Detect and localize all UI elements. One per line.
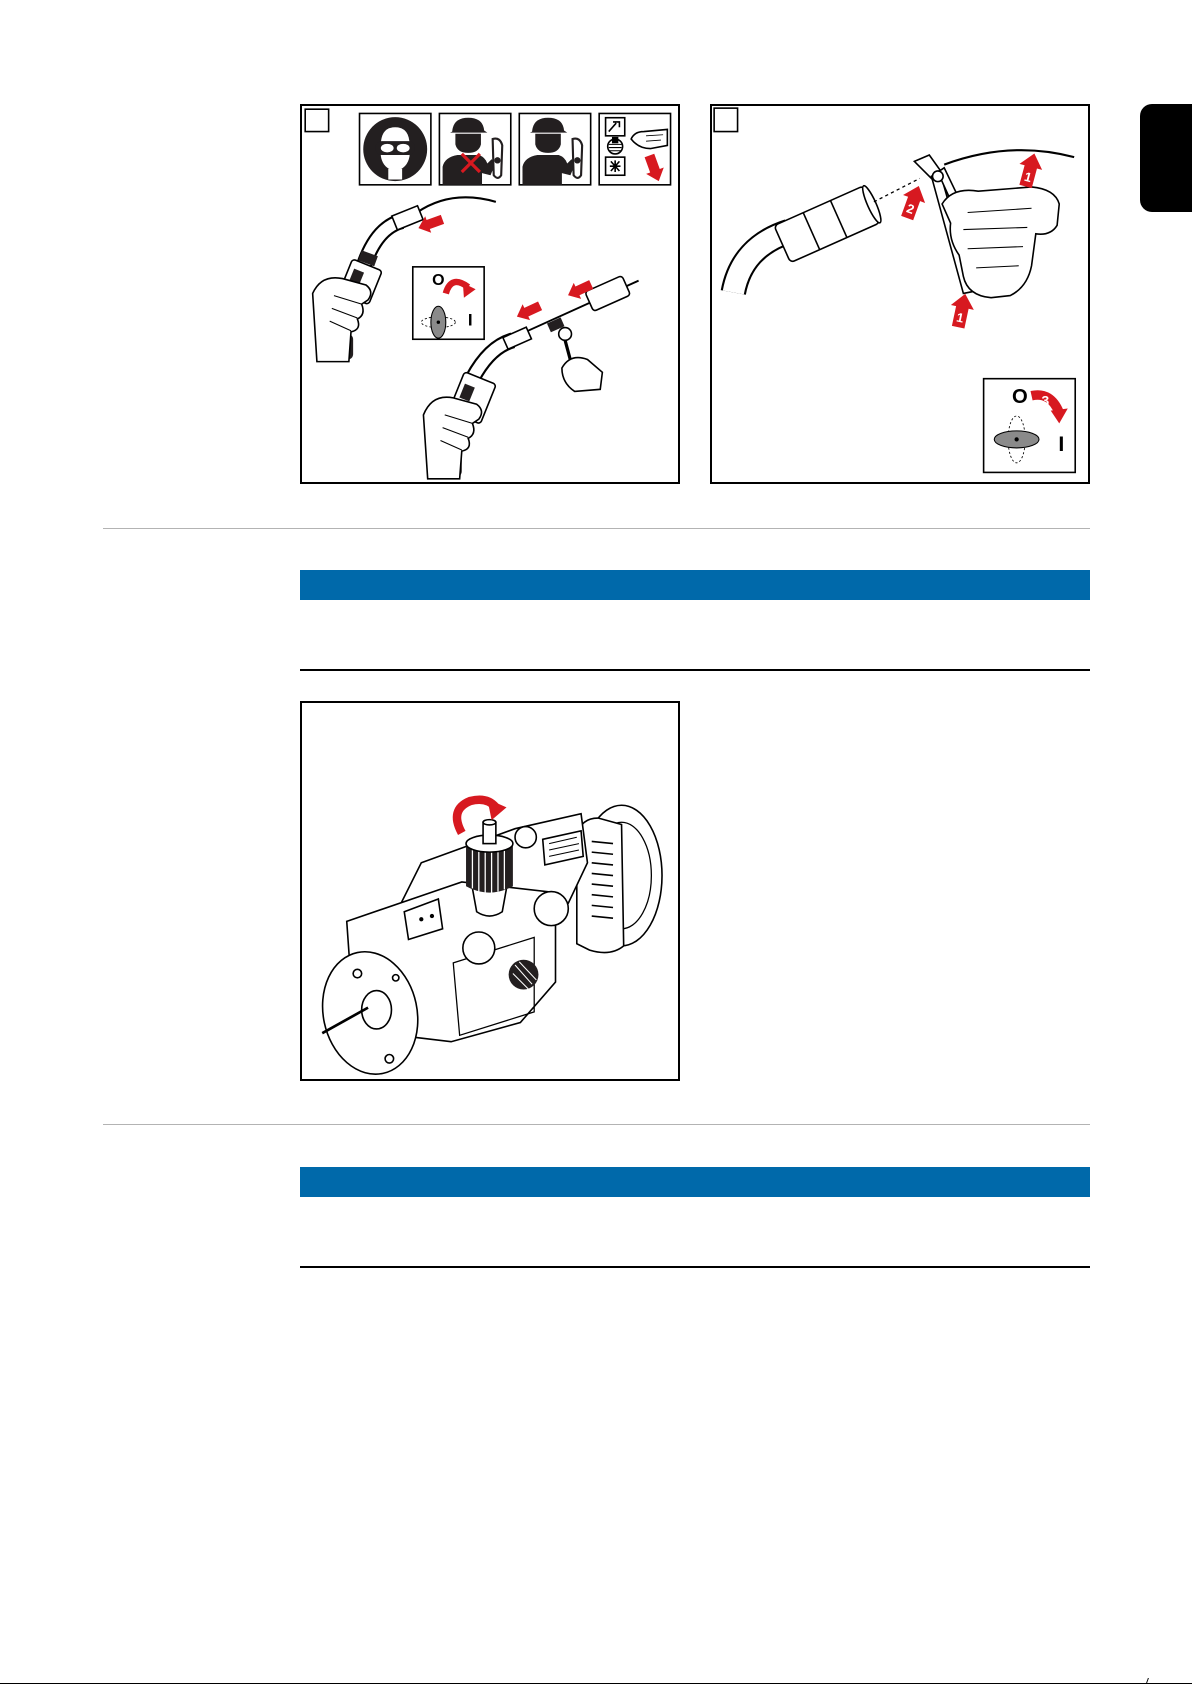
notice-header-bar: [300, 570, 1090, 600]
switch-on-label: I: [467, 310, 473, 330]
no-bare-hand-contact-icon: [439, 113, 510, 184]
figure-wire-feed-drive: [300, 701, 680, 1081]
switch-off-label: O: [1011, 386, 1028, 409]
red-insert-arrow-icon: [513, 298, 544, 325]
step-number-box: [305, 109, 328, 131]
red-step-arrow-1-top: [1014, 150, 1045, 189]
wrench-icon: [559, 328, 603, 392]
gun-mode-icon: [606, 118, 625, 136]
step-label: 2: [904, 200, 917, 218]
red-step-arrow-2: [896, 182, 930, 222]
tension-knob: [534, 892, 568, 926]
fan-icon: [606, 157, 625, 175]
figure-1-illustration: [302, 106, 678, 482]
safety-goggles-icon: [360, 113, 431, 184]
notice-bottom-rule: [300, 669, 1090, 671]
figure-torch-wire-insertion: [300, 104, 680, 484]
step-label: 1: [1022, 168, 1034, 186]
wire-feed-drive-illustration: [302, 703, 678, 1079]
section-divider: [103, 528, 1090, 529]
notice-header-bar: [300, 1167, 1090, 1197]
tension-knob: [463, 932, 495, 964]
red-rotate-arrow-icon: [457, 799, 507, 833]
switch-on-label: I: [1058, 432, 1065, 457]
hand-icon: [313, 278, 371, 362]
footer-rule: [0, 1683, 1192, 1684]
step-number-box: [714, 108, 737, 131]
hand-icon: [423, 397, 481, 479]
section-divider: [103, 1124, 1090, 1125]
switch-settings-icon: [599, 113, 670, 184]
switch-off-label: O: [432, 271, 445, 289]
wire: [944, 150, 1074, 164]
hose-package: [733, 178, 919, 292]
power-switch-icon: [413, 267, 484, 339]
switch-step-label: 3: [1041, 392, 1050, 409]
figure-2-illustration: [712, 106, 1088, 482]
power-switch-icon: [984, 379, 1076, 473]
language-tab: [1140, 104, 1192, 212]
figure-wire-cutting: [710, 104, 1090, 484]
red-step-arrow-1-bottom: [947, 291, 977, 329]
notice-bottom-rule: [300, 1266, 1090, 1268]
hand-contact-icon: [519, 113, 590, 184]
step-label: 1: [955, 309, 966, 326]
